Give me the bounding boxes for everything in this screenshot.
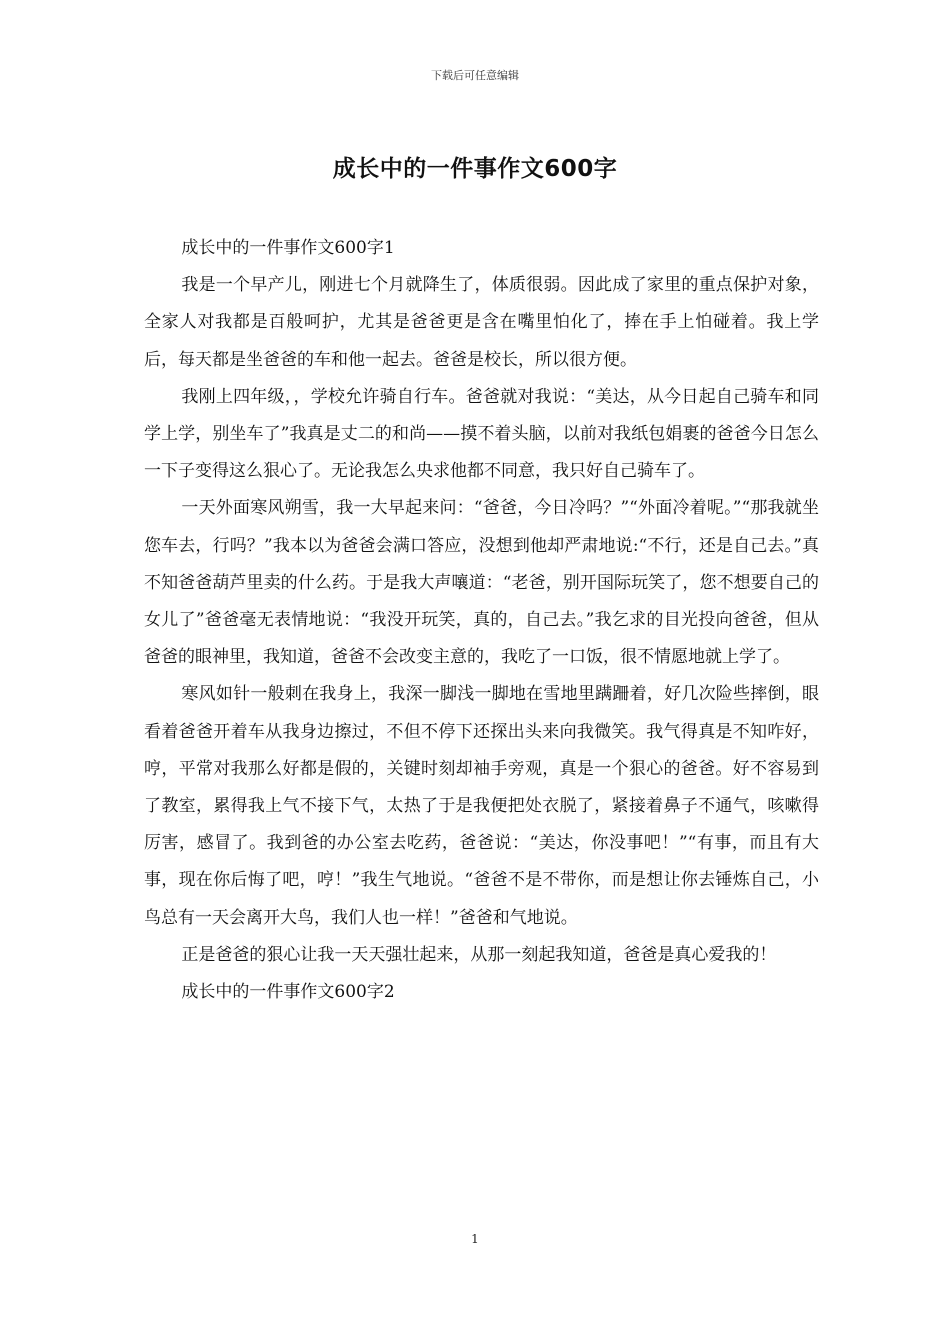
document-body (144, 230, 819, 1011)
paragraph: 一天外面寒风朔雪，我一大早起来问：“爸爸，今日冷吗？”“外面冷着呢。”“那我就坐您车去，行吗？”我本以为爸爸会满口答应，没想到他却严肃地说:“不行，还是自己去。”真不知爸爸葫芦里卖的什么药。于是我大声嚷道：“老爸，别开国际玩笑了，您不想要自己的女儿了”爸爸毫无表情地说：“我没开玩笑，真的，自己去。”我乞求的目光投向爸爸，但从爸爸的眼神里，我知道，爸爸不会改变主意的，我吃了一口饭，很不情愿地就上学了。 (144, 498, 819, 668)
section-heading-2: 成长中的一件事作文600字2 (181, 982, 395, 1003)
page-number: 1 (471, 1232, 479, 1246)
section-heading-1: 成长中的一件事作文600字1 (181, 238, 395, 258)
paragraph: 寒风如针一般刺在我身上，我深一脚浅一脚地在雪地里蹒跚着，好几次险些摔倒，眼看着爸爸开着车从我身边擦过，不但不停下还探出头来向我微笑。我气得真是不知咋好，哼，平常对我那么好都是假的，关键时刻却袖手旁观，真是一个狠心的爸爸。好不容易到了教室，累得我上气不接下气，太热了于是我便把处衣脱了，紧接着鼻子不通气，咳嗽得厉害，感冒了。我到爸的办公室去吃药，爸爸说：“美达，你没事吧！”“有事，而且有大事，现在你后悔了吧，哼！”我生气地说。“爸爸不是不带你，而是想让你去锤炼自己，小鸟总有一天会离开大鸟，我们人也一样！”爸爸和气地说。 (144, 684, 819, 928)
paragraph: 我刚上四年级，，学校允许骑自行车。爸爸就对我说：“美达，从今日起自己骑车和同学上学，别坐车了”我真是丈二的和尚——摸不着头脑，以前对我纸包娟裹的爸爸今日怎么一下子变得这么狠心了。无论我怎么央求他都不同意，我只好自己骑车了。 (144, 386, 819, 482)
paragraph: 我是一个早产儿，刚进七个月就降生了，体质很弱。因此成了家里的重点保护对象，全家人对我都是百般呵护，尤其是爸爸更是含在嘴里怕化了，捧在手上怕碰着。我上学后，每天都是坐爸爸的车和他一起去。爸爸是校长，所以很方便。 (144, 275, 819, 370)
page-title: 成长中的一件事作文600字 (332, 156, 618, 182)
header-note: 下载后可任意编辑 (431, 69, 519, 82)
paragraph: 正是爸爸的狠心让我一天天强壮起来，从那一刻起我知道，爸爸是真心爱我的！ (181, 944, 777, 965)
